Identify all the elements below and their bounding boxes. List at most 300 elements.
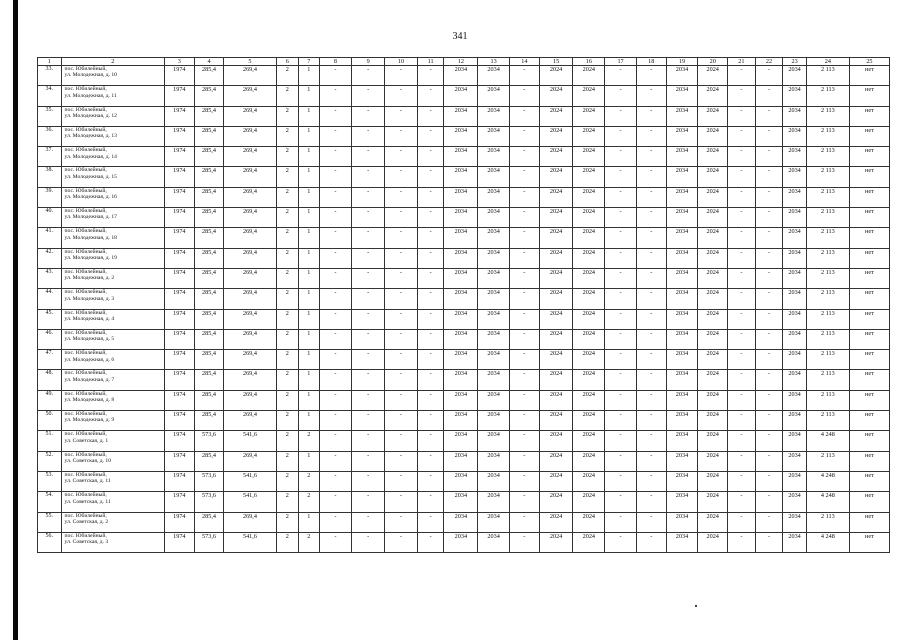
table-cell: 2034: [666, 268, 698, 288]
table-cell: 2 113: [806, 86, 849, 106]
column-number: 16: [573, 58, 605, 66]
table-cell: 2024: [539, 512, 573, 532]
table-cell: 2024: [539, 167, 573, 187]
table-cell: 2024: [573, 451, 605, 471]
address-cell: [61, 370, 164, 390]
table-cell: 1: [299, 411, 319, 431]
table-row: [38, 268, 890, 288]
address-cell: [61, 268, 164, 288]
table-cell: -: [605, 370, 637, 390]
table-cell: 1974: [164, 411, 194, 431]
table-cell: 1: [299, 126, 319, 146]
table-cell: 1974: [164, 289, 194, 309]
address-street: ул. Молодежная, д. 12: [64, 113, 117, 119]
table-cell: 51.: [38, 431, 62, 451]
table-cell: 2024: [539, 228, 573, 248]
address-cell: [61, 289, 164, 309]
table-cell: 2034: [666, 451, 698, 471]
table-row: [38, 248, 890, 268]
table-cell: -: [728, 228, 756, 248]
table-cell: 2024: [698, 106, 728, 126]
table-cell: 2034: [444, 66, 478, 86]
table-cell: -: [509, 248, 539, 268]
table-cell: 2034: [666, 126, 698, 146]
table-cell: 2: [276, 126, 299, 146]
address-settlement: пос. Юбилейный,: [64, 451, 107, 458]
table-row: [38, 532, 890, 552]
table-cell: -: [509, 431, 539, 451]
table-cell: -: [728, 167, 756, 187]
table-cell: 2 113: [806, 187, 849, 207]
table-cell: 285,4: [194, 187, 224, 207]
table-cell: нет: [849, 106, 889, 126]
table-cell: 2024: [698, 411, 728, 431]
table-cell: -: [755, 248, 783, 268]
table-cell: -: [385, 492, 418, 512]
table-cell: 573,6: [194, 471, 224, 491]
table-cell: 2034: [444, 167, 478, 187]
table-row: [38, 431, 890, 451]
table-cell: 39.: [38, 187, 62, 207]
table-cell: -: [417, 248, 444, 268]
table-cell: -: [728, 106, 756, 126]
table-cell: -: [605, 492, 637, 512]
table-cell: -: [755, 147, 783, 167]
table-cell: -: [509, 309, 539, 329]
table-cell: -: [417, 492, 444, 512]
table-cell: 269,4: [224, 147, 276, 167]
column-number: 25: [849, 58, 889, 66]
table-cell: 1974: [164, 471, 194, 491]
table-cell: -: [417, 390, 444, 410]
table-cell: 2024: [573, 309, 605, 329]
table-cell: -: [636, 370, 666, 390]
table-cell: 2034: [783, 126, 807, 146]
table-cell: 36.: [38, 126, 62, 146]
table-cell: 44.: [38, 289, 62, 309]
column-number: 8: [319, 58, 352, 66]
table-cell: 2034: [666, 86, 698, 106]
table-cell: 1974: [164, 309, 194, 329]
address-cell: [61, 471, 164, 491]
table-cell: 2034: [478, 329, 510, 349]
table-cell: 2024: [698, 309, 728, 329]
table-cell: 2034: [444, 309, 478, 329]
table-cell: 1: [299, 390, 319, 410]
table-cell: 2034: [783, 106, 807, 126]
address-street: ул. Советская, д. 2: [64, 518, 109, 525]
table-cell: -: [385, 451, 418, 471]
table-cell: 4 248: [806, 431, 849, 451]
table-cell: 1: [299, 167, 319, 187]
table-cell: -: [385, 126, 418, 146]
table-cell: 2034: [666, 147, 698, 167]
table-row: [38, 390, 890, 410]
table-cell: 2: [276, 248, 299, 268]
table-cell: 1974: [164, 147, 194, 167]
table-row: [38, 126, 890, 146]
table-cell: 2024: [539, 329, 573, 349]
table-cell: 1974: [164, 66, 194, 86]
table-cell: -: [728, 309, 756, 329]
table-cell: нет: [849, 411, 889, 431]
table-cell: -: [319, 431, 352, 451]
table-cell: -: [509, 228, 539, 248]
table-cell: 1974: [164, 228, 194, 248]
table-cell: 1974: [164, 268, 194, 288]
address-settlement: пос. Юбилейный,: [64, 309, 107, 316]
table-cell: -: [509, 126, 539, 146]
table-cell: 2034: [783, 208, 807, 228]
table-cell: -: [509, 370, 539, 390]
address-settlement: пос. Юбилейный,: [64, 289, 107, 296]
table-cell: -: [755, 268, 783, 288]
table-cell: 1: [299, 228, 319, 248]
table-cell: 2034: [783, 471, 807, 491]
table-cell: -: [385, 431, 418, 451]
table-cell: -: [385, 248, 418, 268]
table-cell: -: [319, 512, 352, 532]
table-cell: нет: [849, 451, 889, 471]
table-cell: -: [417, 167, 444, 187]
table-cell: -: [636, 228, 666, 248]
table-cell: 1: [299, 268, 319, 288]
table-cell: 2: [276, 431, 299, 451]
table-cell: 2 113: [806, 309, 849, 329]
table-cell: 2: [276, 309, 299, 329]
table-cell: -: [319, 66, 352, 86]
table-cell: -: [385, 309, 418, 329]
table-cell: 2024: [698, 289, 728, 309]
table-cell: 2024: [539, 390, 573, 410]
table-cell: 2: [276, 512, 299, 532]
table-cell: 2034: [666, 431, 698, 451]
table-cell: -: [319, 532, 352, 552]
table-cell: 2024: [698, 532, 728, 552]
table-row: [38, 411, 890, 431]
column-number: 20: [698, 58, 728, 66]
address-settlement: пос. Юбилейный,: [64, 248, 107, 255]
table-cell: 38.: [38, 167, 62, 187]
table-cell: 269,4: [224, 350, 276, 370]
table-cell: 2034: [444, 512, 478, 532]
table-cell: 2024: [539, 248, 573, 268]
table-cell: 34.: [38, 86, 62, 106]
table-cell: 1: [299, 309, 319, 329]
table-cell: 2034: [478, 309, 510, 329]
address-street: ул. Советская, д. 1: [64, 437, 109, 444]
table-cell: 46.: [38, 329, 62, 349]
table-cell: 2034: [783, 268, 807, 288]
table-cell: -: [385, 106, 418, 126]
table-cell: 2: [276, 268, 299, 288]
table-cell: -: [755, 350, 783, 370]
table-cell: -: [352, 106, 385, 126]
table-cell: 285,4: [194, 451, 224, 471]
table-cell: -: [385, 350, 418, 370]
address-settlement: пос. Юбилейный,: [64, 268, 107, 275]
table-cell: 2034: [666, 329, 698, 349]
table-cell: -: [636, 329, 666, 349]
table-cell: -: [385, 532, 418, 552]
table-cell: 2024: [573, 228, 605, 248]
table-cell: -: [319, 309, 352, 329]
address-settlement: пос. Юбилейный,: [64, 126, 107, 133]
table-cell: 2024: [539, 451, 573, 471]
table-cell: 2: [276, 411, 299, 431]
table-cell: -: [385, 370, 418, 390]
table-cell: -: [509, 329, 539, 349]
table-cell: 541,6: [224, 492, 276, 512]
table-cell: -: [728, 147, 756, 167]
table-cell: 2034: [444, 126, 478, 146]
table-cell: 2034: [478, 187, 510, 207]
table-row: [38, 86, 890, 106]
address-settlement: пос. Юбилейный,: [64, 471, 107, 478]
table-cell: -: [605, 126, 637, 146]
table-cell: нет: [849, 390, 889, 410]
table-cell: 40.: [38, 208, 62, 228]
table-cell: 2024: [573, 248, 605, 268]
table-cell: 269,4: [224, 187, 276, 207]
table-cell: -: [352, 370, 385, 390]
table-cell: 1: [299, 106, 319, 126]
table-cell: -: [755, 86, 783, 106]
table-cell: -: [728, 289, 756, 309]
table-cell: -: [605, 329, 637, 349]
table-cell: нет: [849, 532, 889, 552]
address-cell: [61, 411, 164, 431]
address-settlement: пос. Юбилейный,: [64, 512, 107, 519]
table-cell: 2024: [698, 66, 728, 86]
table-cell: 2034: [478, 451, 510, 471]
table-cell: 33.: [38, 66, 62, 86]
table-cell: 2034: [783, 532, 807, 552]
table-cell: -: [352, 208, 385, 228]
table-cell: -: [319, 268, 352, 288]
table-cell: -: [636, 532, 666, 552]
table-cell: 269,4: [224, 66, 276, 86]
table-cell: -: [319, 329, 352, 349]
table-cell: -: [605, 268, 637, 288]
table-cell: 2: [276, 208, 299, 228]
table-cell: 2: [276, 86, 299, 106]
table-cell: 2034: [783, 86, 807, 106]
table-cell: -: [605, 208, 637, 228]
table-row: [38, 471, 890, 491]
table-cell: -: [755, 451, 783, 471]
table-cell: 1974: [164, 512, 194, 532]
table-cell: 2 113: [806, 512, 849, 532]
table-cell: 2: [276, 187, 299, 207]
column-number: 4: [194, 58, 224, 66]
table-cell: -: [636, 248, 666, 268]
table-cell: 2024: [573, 390, 605, 410]
table-cell: 285,4: [194, 126, 224, 146]
table-cell: 2034: [444, 411, 478, 431]
table-cell: 2024: [539, 350, 573, 370]
address-street: ул. Молодежная, д. 2: [64, 275, 115, 282]
table-cell: -: [636, 390, 666, 410]
table-cell: 2024: [698, 431, 728, 451]
table-cell: 2034: [444, 370, 478, 390]
table-cell: -: [605, 289, 637, 309]
address-street: ул. Молодежная, д. 11: [64, 92, 117, 99]
table-cell: 269,4: [224, 390, 276, 410]
table-cell: 269,4: [224, 411, 276, 431]
table-cell: 2 113: [806, 370, 849, 390]
table-cell: -: [755, 431, 783, 451]
table-cell: 269,4: [224, 370, 276, 390]
table-cell: -: [636, 187, 666, 207]
table-cell: 2: [276, 289, 299, 309]
table-cell: -: [755, 167, 783, 187]
table-cell: 2034: [666, 350, 698, 370]
table-cell: 2024: [539, 492, 573, 512]
address-street: ул. Молодежная, д. 14: [64, 153, 117, 160]
table-cell: -: [417, 471, 444, 491]
table-cell: -: [417, 411, 444, 431]
table-cell: 269,4: [224, 167, 276, 187]
address-street: ул. Молодежная, д. 4: [64, 315, 115, 322]
table-cell: -: [636, 106, 666, 126]
table-cell: 2024: [573, 147, 605, 167]
table-cell: -: [352, 431, 385, 451]
table-cell: 2034: [666, 390, 698, 410]
table-cell: 1974: [164, 492, 194, 512]
table-cell: 2034: [444, 147, 478, 167]
table-cell: 2 113: [806, 390, 849, 410]
address-cell: [61, 512, 164, 532]
table-cell: 45.: [38, 309, 62, 329]
table-cell: -: [605, 411, 637, 431]
table-cell: 52.: [38, 451, 62, 471]
table-cell: -: [385, 86, 418, 106]
address-cell: [61, 147, 164, 167]
table-cell: 2034: [444, 289, 478, 309]
table-cell: 2: [276, 471, 299, 491]
table-cell: 2024: [573, 411, 605, 431]
table-cell: 1974: [164, 106, 194, 126]
table-cell: -: [319, 390, 352, 410]
table-cell: 2 113: [806, 329, 849, 349]
table-cell: -: [352, 268, 385, 288]
table-cell: 573,6: [194, 431, 224, 451]
column-number: 21: [728, 58, 756, 66]
table-cell: 1974: [164, 451, 194, 471]
table-cell: 2034: [478, 228, 510, 248]
table-cell: 2034: [478, 167, 510, 187]
table-cell: 269,4: [224, 451, 276, 471]
table-row: [38, 66, 890, 86]
table-cell: 1: [299, 248, 319, 268]
table-cell: -: [417, 86, 444, 106]
table-cell: 2024: [698, 147, 728, 167]
table-cell: 1974: [164, 208, 194, 228]
table-cell: 2034: [478, 147, 510, 167]
table-cell: нет: [849, 167, 889, 187]
table-cell: 269,4: [224, 228, 276, 248]
table-row: [38, 228, 890, 248]
table-cell: 2034: [478, 268, 510, 288]
table-cell: 2024: [573, 86, 605, 106]
table-cell: -: [605, 431, 637, 451]
table-cell: 2 113: [806, 126, 849, 146]
table-cell: -: [605, 66, 637, 86]
table-cell: 2024: [539, 106, 573, 126]
table-cell: 2024: [539, 532, 573, 552]
table-cell: -: [417, 532, 444, 552]
table-cell: 2034: [444, 350, 478, 370]
address-street: ул. Советская, д. 11: [64, 498, 111, 505]
table-cell: 2024: [573, 512, 605, 532]
table-row: [38, 187, 890, 207]
table-cell: -: [728, 187, 756, 207]
table-cell: 2024: [573, 268, 605, 288]
table-cell: 2034: [666, 370, 698, 390]
table-cell: 2024: [539, 86, 573, 106]
column-number: 14: [509, 58, 539, 66]
table-cell: 1: [299, 451, 319, 471]
table-cell: 2: [299, 532, 319, 552]
table-cell: 269,4: [224, 126, 276, 146]
table-cell: нет: [849, 187, 889, 207]
table-cell: 2 113: [806, 147, 849, 167]
table-cell: 285,4: [194, 329, 224, 349]
table-cell: 35.: [38, 106, 62, 126]
address-street: ул. Молодежная, д. 13: [64, 133, 117, 140]
table-cell: -: [636, 86, 666, 106]
table-cell: 2034: [478, 471, 510, 491]
table-cell: -: [636, 350, 666, 370]
table-cell: 2034: [783, 248, 807, 268]
table-cell: -: [319, 411, 352, 431]
address-settlement: пос. Юбилейный,: [64, 86, 107, 93]
table-cell: 2034: [478, 289, 510, 309]
column-number: 2: [61, 58, 164, 66]
column-number: 5: [224, 58, 276, 66]
table-cell: 1: [299, 289, 319, 309]
table-cell: 2024: [573, 66, 605, 86]
table-cell: 285,4: [194, 248, 224, 268]
address-street: ул. Молодежная, д. 15: [64, 173, 117, 180]
table-cell: 2034: [444, 471, 478, 491]
table-cell: 2034: [783, 289, 807, 309]
table-cell: 2034: [478, 248, 510, 268]
table-cell: -: [385, 471, 418, 491]
address-cell: [61, 126, 164, 146]
table-cell: -: [728, 431, 756, 451]
address-cell: [61, 390, 164, 410]
address-settlement: пос. Юбилейный,: [64, 66, 107, 72]
table-cell: 1974: [164, 350, 194, 370]
table-cell: 2024: [573, 187, 605, 207]
table-cell: -: [319, 208, 352, 228]
address-street: ул. Молодежная, д. 17: [64, 214, 117, 221]
table-cell: -: [728, 512, 756, 532]
table-cell: 2024: [539, 411, 573, 431]
table-cell: -: [509, 512, 539, 532]
table-cell: -: [385, 208, 418, 228]
table-cell: нет: [849, 350, 889, 370]
address-cell: [61, 431, 164, 451]
table-cell: нет: [849, 228, 889, 248]
table-cell: -: [728, 532, 756, 552]
table-cell: 50.: [38, 411, 62, 431]
table-cell: 2034: [478, 208, 510, 228]
table-cell: 2024: [573, 126, 605, 146]
table-cell: -: [755, 289, 783, 309]
